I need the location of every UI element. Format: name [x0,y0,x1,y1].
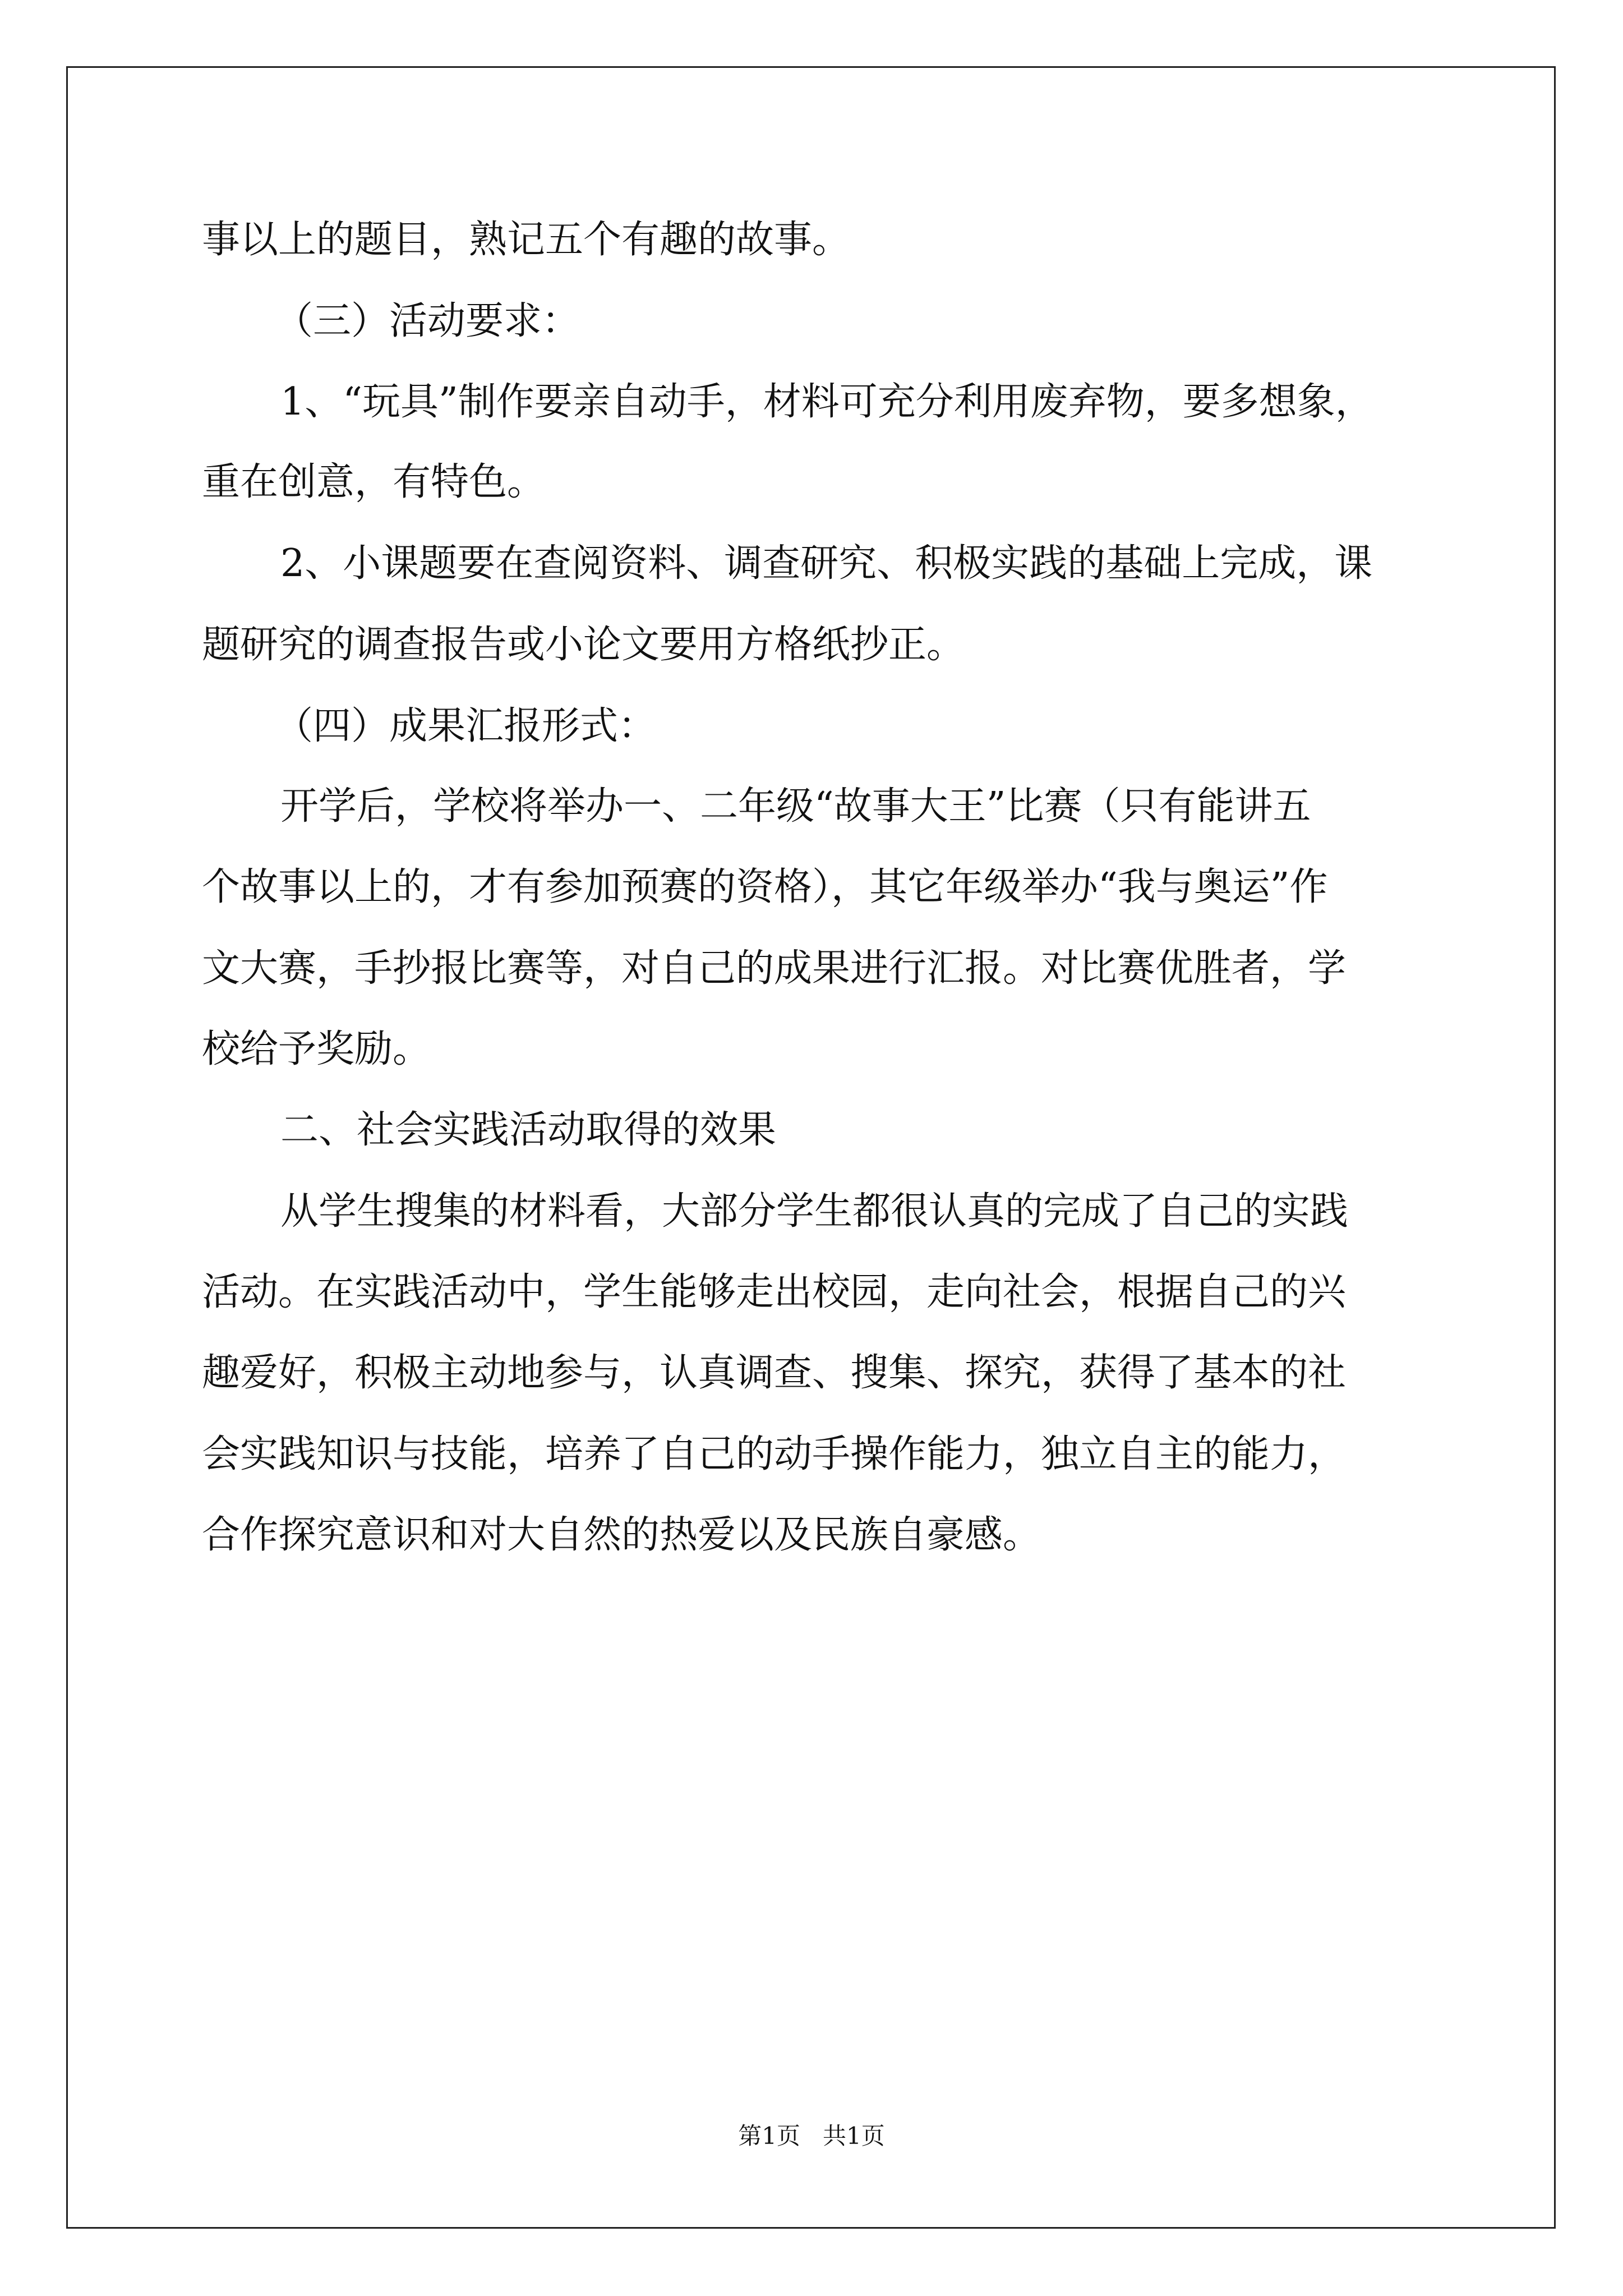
text-line: 重在创意，有特色。 [202,460,546,504]
text-line: 2、小课题要在查阅资料、调查研究、积极实践的基础上完成，课 [280,541,1373,586]
text-line: 活动。在实践活动中，学生能够走出校园，走向社会，根据自己的兴 [202,1270,1347,1314]
section-heading: （三）活动要求： [275,299,580,343]
text-line: 从学生搜集的材料看，大部分学生都很认真的完成了自己的实践 [280,1189,1349,1234]
text-line: 校给予奖励。 [202,1027,431,1071]
text-line: 事以上的题目，熟记五个有趣的故事。 [202,218,851,262]
section-heading: 二、社会实践活动取得的效果 [280,1108,777,1152]
text-line: 个故事以上的，才有参加预赛的资格），其它年级举办“我与奥运”作 [202,865,1328,909]
text-line: 开学后，学校将举办一、二年级“故事大王”比赛（只有能讲五 [280,784,1311,829]
text-line: 合作探究意识和对大自然的热爱以及民族自豪感。 [202,1513,1041,1557]
text-line: 1、“玩具”制作要亲自动手，材料可充分利用废弃物，要多想象， [280,380,1373,424]
text-line: 趣爱好，积极主动地参与，认真调查、搜集、探究，获得了基本的社 [202,1351,1347,1395]
section-heading: （四）成果汇报形式： [275,704,657,748]
text-line: 会实践知识与技能，培养了自己的动手操作能力，独立自主的能力， [202,1432,1347,1476]
text-line: 文大赛，手抄报比赛等，对自己的成果进行汇报。对比赛优胜者，学 [202,946,1347,991]
text-line: 题研究的调查报告或小论文要用方格纸抄正。 [202,623,965,667]
page-number-footer: 第1页 共1页 [738,2122,885,2150]
